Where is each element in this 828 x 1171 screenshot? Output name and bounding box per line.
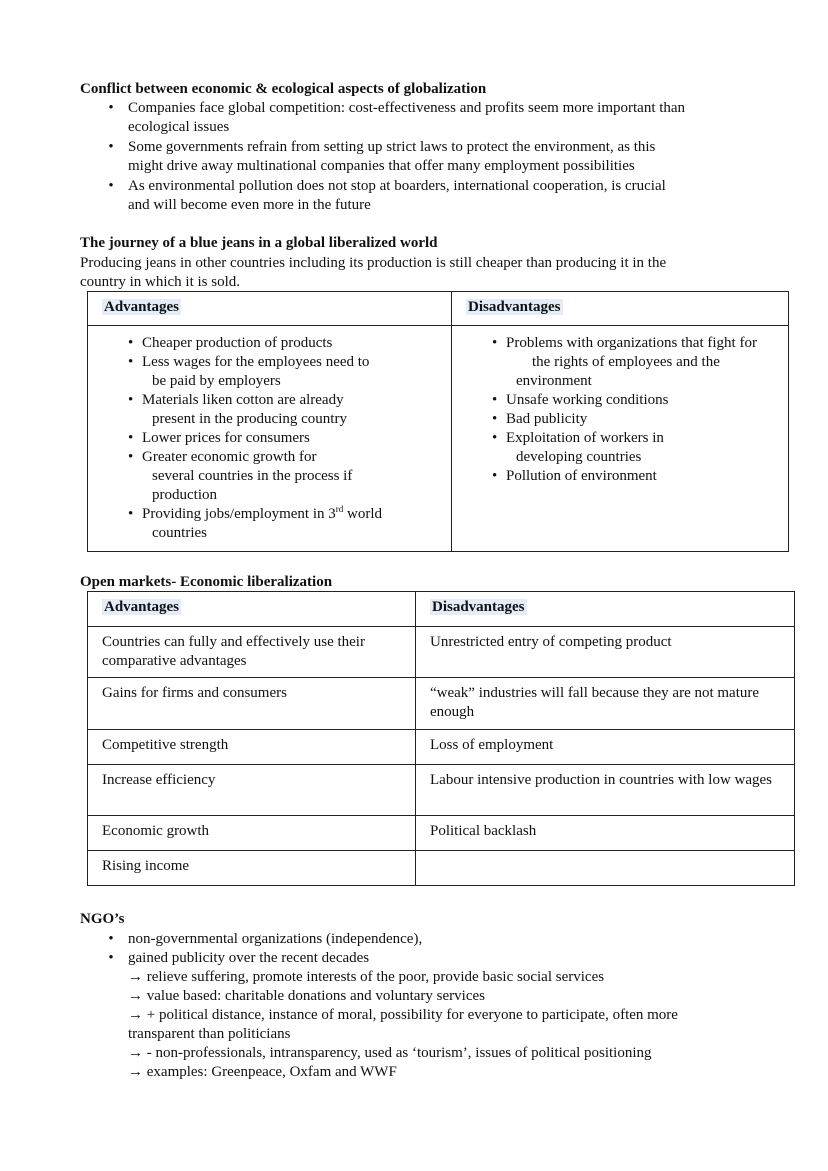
- table-header-cell: [416, 592, 795, 627]
- column-header-advantages: Advantages: [104, 299, 180, 315]
- table-cell: Competitive strength: [88, 730, 416, 765]
- disadvantages-cell: [452, 326, 789, 552]
- table-cell: Labour intensive production in countries with low wages: [416, 765, 795, 816]
- list-item-text: present in the producing country: [152, 411, 347, 427]
- list-item-text: Pollution of environment: [506, 468, 657, 484]
- list-item: [128, 448, 437, 505]
- list-item-text: Materials liken cotton are already: [142, 392, 344, 408]
- table-header-cell: [452, 292, 789, 326]
- intro-paragraph: [80, 254, 760, 292]
- table-row: [88, 765, 795, 816]
- list-item-line: ecological issues: [128, 119, 230, 135]
- list-item-text: Less wages for the employees need to: [142, 354, 370, 370]
- list-item-text: Bad publicity: [506, 411, 588, 427]
- arrow-line: → value based: charitable donations and voluntary services: [128, 988, 485, 1004]
- list-item-line: and will become even more in the future: [128, 197, 371, 213]
- table-cell: Political backlash: [416, 816, 795, 851]
- list-item-text: be paid by employers: [152, 373, 281, 389]
- list-item: gained publicity over the recent decades: [128, 950, 370, 966]
- column-header-advantages: Advantages: [104, 599, 180, 615]
- table-cell: Countries can fully and effectively use their comparative advantages: [88, 627, 416, 678]
- column-header-disadvantages: Disadvantages: [432, 599, 525, 615]
- bullet: •: [108, 950, 114, 966]
- section-heading-open-markets: Open markets- Economic liberalization: [80, 574, 333, 590]
- table-cell: [416, 851, 795, 886]
- arrow-line: → + political distance, instance of moral, possibility for everyone to participate, often more: [128, 1007, 678, 1023]
- list-item: [128, 138, 768, 176]
- bullet: •: [108, 931, 114, 947]
- list-item: [492, 429, 774, 467]
- table-header-cell: [88, 592, 416, 627]
- list-item-text: world: [343, 506, 382, 522]
- list-item-text: developing countries: [516, 449, 642, 465]
- table-cell: Gains for firms and consumers: [88, 678, 416, 730]
- table-cell: Loss of employment: [416, 730, 795, 765]
- table-row: [88, 816, 795, 851]
- list-item-text: Problems with organizations that fight for: [506, 335, 757, 351]
- jeans-table: [87, 291, 789, 552]
- section-heading-jeans: The journey of a blue jeans in a global liberalized world: [80, 235, 438, 251]
- table-row: [88, 627, 795, 678]
- bullet: •: [108, 100, 114, 116]
- list-item: [492, 467, 774, 486]
- list-item-text: Lower prices for consumers: [142, 430, 310, 446]
- section-heading-conflict: Conflict between economic & ecological aspects of globalization: [80, 81, 487, 97]
- list-item: [128, 505, 437, 543]
- list-item-text: Exploitation of workers in: [506, 430, 664, 446]
- arrow-line: transparent than politicians: [128, 1026, 291, 1042]
- list-item-line: Companies face global competition: cost-effectiveness and profits seem more important than: [128, 100, 686, 116]
- column-header-disadvantages: Disadvantages: [468, 299, 561, 315]
- table-cell: Economic growth: [88, 816, 416, 851]
- list-item-text: Cheaper production of products: [142, 335, 333, 351]
- table-cell: “weak” industries will fall because they are not mature enough: [416, 678, 795, 730]
- table-cell: Unrestricted entry of competing product: [416, 627, 795, 678]
- list-item-text: environment: [516, 373, 592, 389]
- section-heading-ngos: NGO’s: [80, 911, 125, 927]
- advantages-cell: [88, 326, 452, 552]
- table-cell: Increase efficiency: [88, 765, 416, 816]
- list-item-text: Greater economic growth for: [142, 449, 317, 465]
- list-item: [492, 334, 774, 391]
- list-item-line: might drive away multinational companies that offer many employment possibilities: [128, 158, 635, 174]
- table-row: [88, 678, 795, 730]
- list-item-text: production: [152, 487, 217, 503]
- disadvantages-list: [492, 334, 774, 486]
- table-header-cell: [88, 292, 452, 326]
- arrow-line: → examples: Greenpeace, Oxfam and WWF: [128, 1064, 397, 1080]
- list-item-text: Unsafe working conditions: [506, 392, 669, 408]
- list-item: non-governmental organizations (independence),: [128, 931, 423, 947]
- table-row: [88, 851, 795, 886]
- table-row: [88, 730, 795, 765]
- open-markets-table: [87, 591, 795, 886]
- list-item: [128, 177, 768, 215]
- list-item-text: the rights of employees and the: [532, 354, 720, 370]
- list-item: [128, 353, 437, 391]
- superscript: rd: [335, 504, 344, 514]
- paragraph-line: country in which it is sold.: [80, 274, 240, 290]
- paragraph-line: Producing jeans in other countries including its production is still cheaper than producing it in the: [80, 255, 667, 271]
- list-item-text: several countries in the process if: [152, 468, 353, 484]
- list-item: [492, 391, 774, 410]
- arrow-line: → - non-professionals, intransparency, used as ‘tourism’, issues of political positioning: [128, 1045, 652, 1061]
- bullet: •: [108, 139, 114, 155]
- list-item-text: countries: [152, 525, 207, 541]
- list-item: [128, 391, 437, 429]
- table-cell: Rising income: [88, 851, 416, 886]
- advantages-list: [128, 334, 437, 543]
- list-item: [128, 429, 437, 448]
- list-item-text: Providing jobs/employment in 3: [142, 506, 336, 522]
- list-item-line: Some governments refrain from setting up strict laws to protect the environment, as this: [128, 139, 656, 155]
- list-item-line: As environmental pollution does not stop at boarders, international cooperation, is crucial: [128, 178, 666, 194]
- list-item: [492, 410, 774, 429]
- list-item: [128, 99, 768, 137]
- bullet: •: [108, 178, 114, 194]
- arrow-line: → relieve suffering, promote interests of the poor, provide basic social services: [128, 969, 605, 985]
- list-item: [128, 334, 437, 353]
